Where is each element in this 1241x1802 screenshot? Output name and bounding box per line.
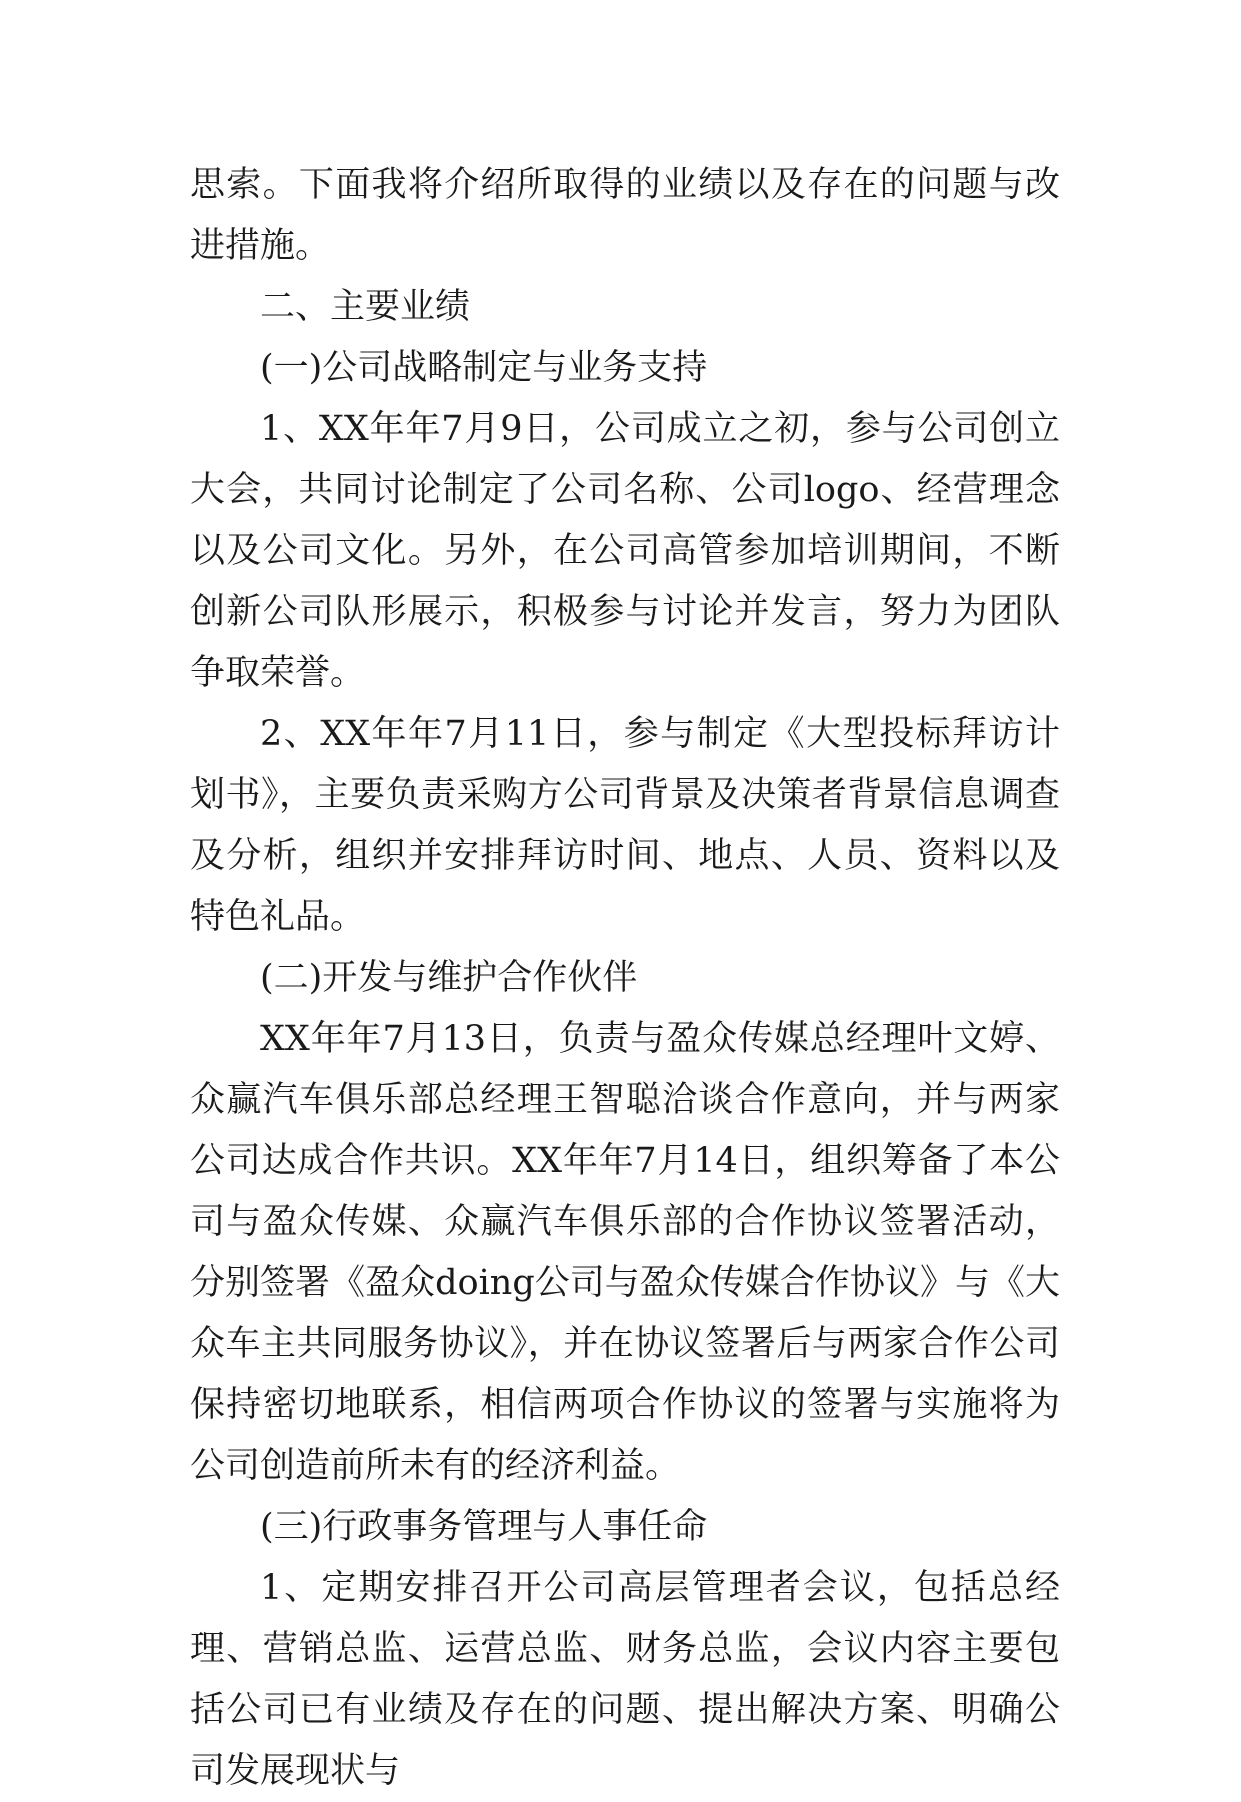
- section-heading-main-achievements: 二、主要业绩: [260, 287, 471, 327]
- paragraph-strategy-item-1: 1、XX年年7月9日，公司成立之初，参与公司创立大会，共同讨论制定了公司名称、公司logo、经营理念以及公司文化。另外，在公司高管参加培训期间，不断创新公司队形展示，积极参与讨论并发言，努力为团队争取荣誉。: [190, 409, 1060, 693]
- paragraph-administration-item-1: 1、定期安排召开公司高层管理者会议，包括总经理、营销总监、运营总监、财务总监，会议内容主要包括公司已有业绩及存在的问题、提出解决方案、明确公司发展现状与: [190, 1568, 1060, 1791]
- subsection-heading-administration: (三)行政事务管理与人事任命: [260, 1507, 708, 1547]
- subsection-heading-partners: (二)开发与维护合作伙伴: [260, 958, 638, 998]
- document-body: [190, 155, 1060, 1802]
- paragraph-strategy-item-2: 2、XX年年7月11日，参与制定《大型投标拜访计划书》，主要负责采购方公司背景及决策者背景信息调查及分析，组织并安排拜访时间、地点、人员、资料以及特色礼品。: [190, 714, 1060, 937]
- subsection-heading-strategy: (一)公司战略制定与业务支持: [260, 348, 708, 388]
- paragraph-partners: XX年年7月13日，负责与盈众传媒总经理叶文婷、众赢汽车俱乐部总经理王智聪洽谈合作意向，并与两家公司达成合作共识。XX年年7月14日，组织筹备了本公司与盈众传媒、众赢汽车俱乐部的合作协议签署活动，分别签署《盈众doing公司与盈众传媒合作协议》与《大众车主共同服务协议》，并在协议签署后与两家合作公司保持密切地联系，相信两项合作协议的签署与实施将为公司创造前所未有的经济利益。: [190, 1019, 1060, 1486]
- paragraph-intro-continuation: 思索。下面我将介绍所取得的业绩以及存在的问题与改进措施。: [190, 165, 1060, 266]
